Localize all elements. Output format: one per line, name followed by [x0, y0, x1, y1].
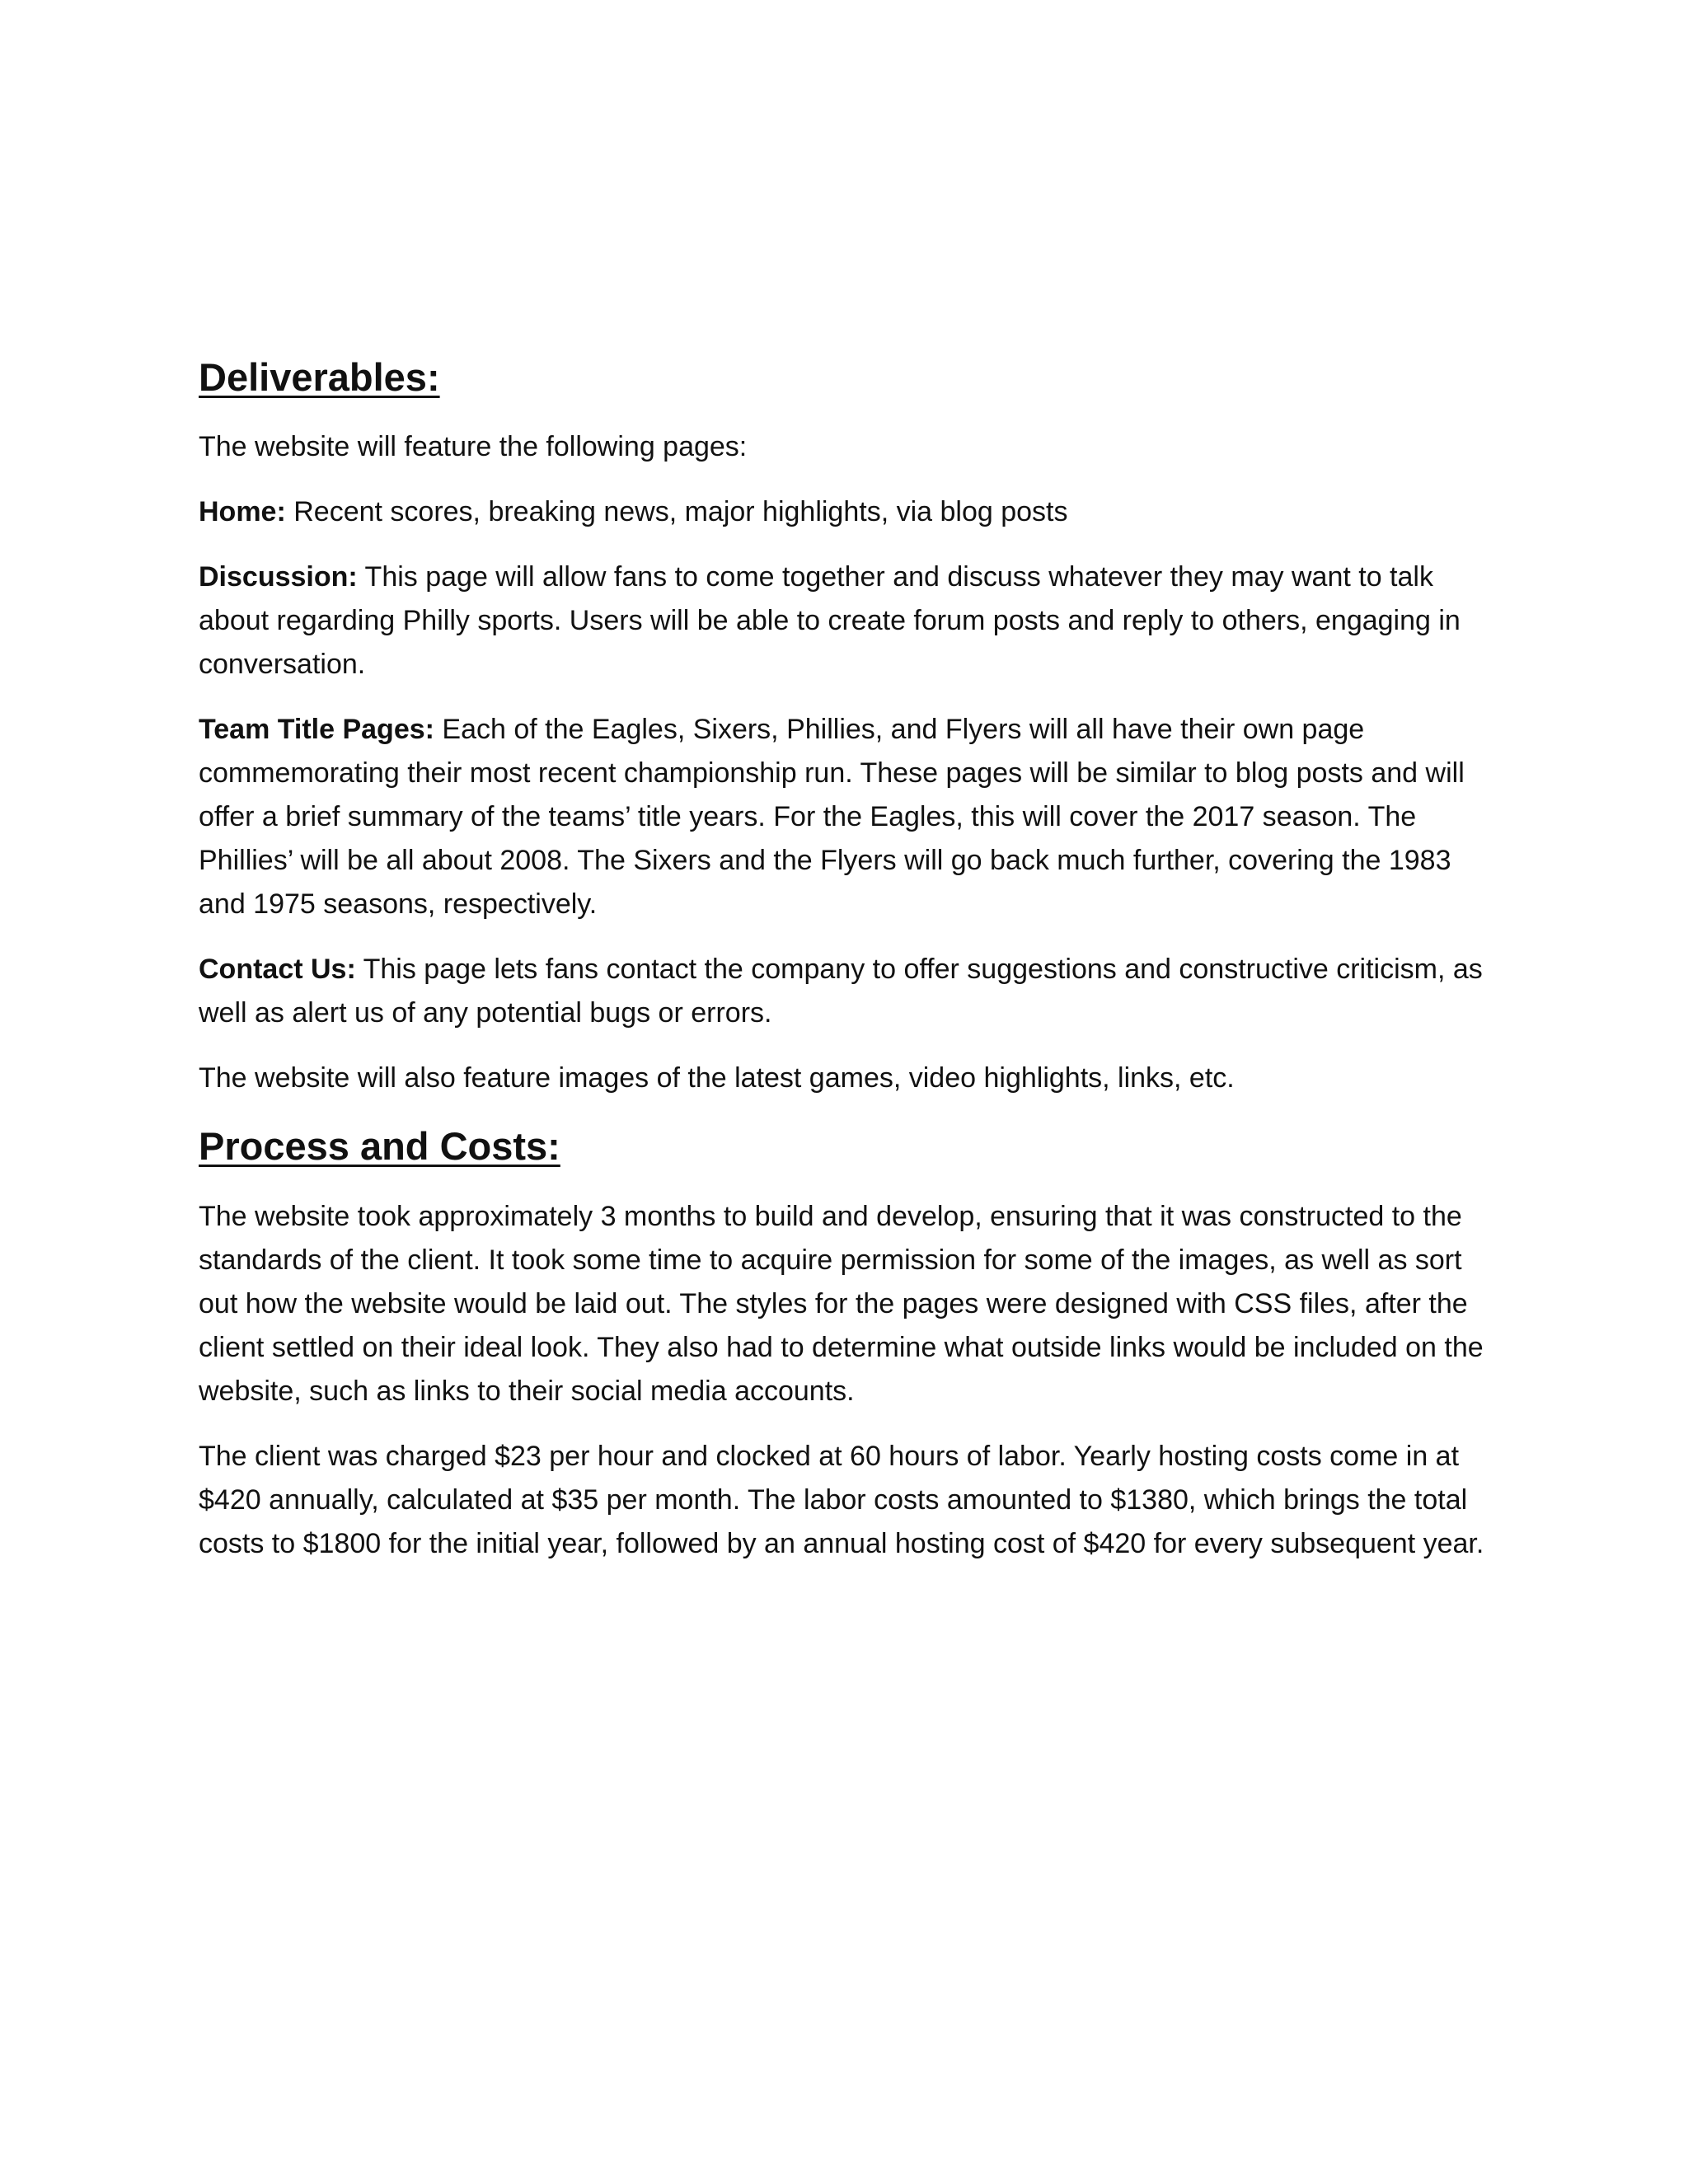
- deliverable-item-home: [199, 490, 1493, 534]
- deliverable-text: Each of the Eagles, Sixers, Phillies, and Flyers will all have their own page commemorating their most recent championship run. These pages will be similar to blog posts and will offer a brief summary of the teams’ title years. For the Eagles, this will cover the 2017 season. The Phillies’ will be all about 2008. The Sixers and the Flyers will go back much further, covering the 1983 and 1975 seasons, respectively.: [199, 714, 1465, 921]
- deliverable-text: Recent scores, breaking news, major highlights, via blog posts: [285, 496, 1068, 528]
- deliverable-term: Contact Us:: [199, 954, 356, 986]
- document-page: [199, 354, 1493, 1587]
- deliverable-text: This page lets fans contact the company to offer suggestions and constructive criticism, as well as alert us of any potential bugs or errors.: [199, 954, 1483, 1029]
- costs-paragraph: The client was charged $23 per hour and clocked at 60 hours of labor. Yearly hosting costs come in at $420 annually, calculated at $35 per month. The labor costs amounted to $1380, which brings the total costs to $1800 for the initial year, followed by an annual hosting cost of $420 for every subsequent year.: [199, 1440, 1484, 1559]
- deliverables-heading: Deliverables:: [199, 355, 440, 399]
- deliverable-term: Team Title Pages:: [199, 714, 434, 746]
- deliverable-item-discussion: [199, 555, 1493, 687]
- deliverables-outro: The website will also feature images of the latest games, video highlights, links, etc.: [199, 1062, 1235, 1094]
- deliverable-item-team-title-pages: [199, 708, 1493, 926]
- deliverable-term: Discussion:: [199, 561, 358, 593]
- process-heading: Process and Costs:: [199, 1124, 560, 1169]
- deliverable-term: Home:: [199, 496, 286, 528]
- deliverable-item-contact-us: [199, 948, 1493, 1035]
- process-paragraph: The website took approximately 3 months to build and develop, ensuring that it was constructed to the standards of the client. It took some time to acquire permission for some of the images, as well as sort out how the website would be laid out. The styles for the pages were designed with CSS files, after the client settled on their ideal look. They also had to determine what outside links would be included on the website, such as links to their social media accounts.: [199, 1200, 1484, 1407]
- deliverables-intro: The website will feature the following pages:: [199, 431, 748, 463]
- deliverable-text: This page will allow fans to come together and discuss whatever they may want to talk about regarding Philly sports. Users will be able to create forum posts and reply to others, engaging in conversation.: [199, 561, 1461, 681]
